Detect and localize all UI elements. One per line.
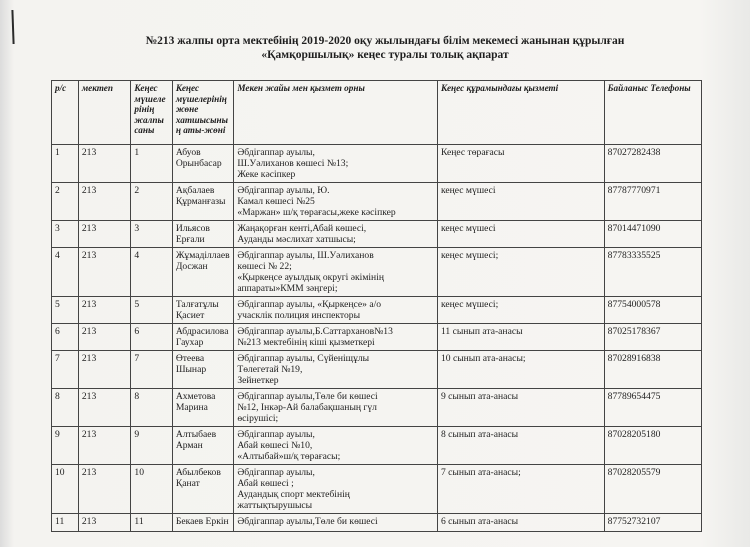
cell-number (52, 248, 79, 297)
cell-phone-text: 87028205579 (607, 467, 661, 478)
cell-role-text: 11 сынып ата-анасы (440, 326, 523, 337)
cell-member-count (131, 389, 172, 427)
cell-number-text: 3 (55, 223, 60, 234)
cell-member-count-text: 3 (134, 223, 140, 234)
cell-address-text: Әбдігаппар ауылы, Ш.Уәлиханов көшесі № 22; «Қыркеңсе ауылдық округі әкімінің аппараты»КММ зәңгері; (237, 250, 384, 294)
cell-school-text: 213 (81, 299, 97, 310)
cell-address-text: Әбдігаппар ауылы, Ш.Уәлиханов көшесі №13; Жеке кәсіпкер (237, 147, 349, 180)
cell-member-name (172, 514, 234, 532)
title-line-1: №213 жалпы орта мектебінің 2019-2020 оқу жылындағы білім мекемесі жанынан құрылған (145, 35, 625, 47)
cell-number (52, 221, 79, 248)
cell-member-name-text: Абуов Орынбасар (175, 147, 222, 169)
cell-address (234, 389, 438, 427)
table-body (52, 145, 702, 532)
cell-member-name-text: Бекаев Еркін (175, 516, 229, 527)
table-header-row (52, 81, 702, 145)
cell-phone (604, 221, 701, 248)
cell-school-text: 213 (81, 429, 97, 440)
cell-number-text: 6 (55, 326, 60, 337)
cell-member-count-text: 2 (134, 185, 140, 196)
cell-phone-text: 87787770971 (607, 185, 661, 196)
cell-member-count (131, 183, 172, 221)
header-school: мектеп (78, 81, 131, 145)
cell-school (78, 248, 131, 297)
cell-school-text: 213 (81, 391, 97, 402)
cell-role (437, 351, 604, 389)
table-row (52, 248, 702, 297)
cell-address (234, 248, 438, 297)
cell-member-count (131, 351, 172, 389)
cell-address (234, 221, 438, 248)
cell-member-name (172, 351, 234, 389)
cell-school (78, 221, 131, 248)
cell-phone-text: 87789654475 (607, 391, 661, 402)
cell-number-text: 2 (55, 185, 60, 196)
cell-role (437, 221, 604, 248)
cell-member-name-text: Талғатұлы Қасиет (175, 299, 219, 321)
cell-address (234, 351, 438, 389)
cell-role (437, 297, 604, 324)
cell-number (52, 427, 79, 465)
cell-school (78, 389, 131, 427)
cell-number (52, 514, 79, 532)
cell-phone-text: 87754000578 (607, 299, 661, 310)
cell-address (234, 145, 438, 183)
cell-number (52, 145, 79, 183)
cell-role-text: 8 сынып ата-анасы (440, 429, 519, 440)
cell-address (234, 324, 438, 351)
header-phone: Байланыс Телефоны (604, 81, 701, 145)
cell-school-text: 213 (81, 250, 97, 261)
table-row (52, 297, 702, 324)
cell-number-text: 10 (55, 467, 65, 478)
council-members-table (51, 80, 702, 532)
cell-role-text: 10 сынып ата-анасы; (440, 353, 526, 364)
cell-member-count (131, 427, 172, 465)
header-address-workplace: Мекен жайы мен қызмет орны (234, 81, 438, 145)
cell-phone (604, 351, 701, 389)
cell-role (437, 465, 604, 514)
cell-member-name (172, 389, 234, 427)
cell-address-text: Әбдігаппар ауылы, Ю. Камал көшесі №25 «Маржан» ш/қ төрағасы,жеке кәсіпкер (237, 185, 396, 218)
cell-role-text: 6 сынып ата-анасы (440, 516, 519, 527)
table-row (52, 145, 702, 183)
cell-member-count-text: 1 (134, 147, 140, 158)
cell-phone-text: 87028916838 (607, 353, 661, 364)
document-title (60, 34, 710, 62)
cell-school (78, 297, 131, 324)
cell-number (52, 183, 79, 221)
cell-role (437, 427, 604, 465)
header-member-name: Кеңес мүшелерінің жөне хатшысының аты-жөні (172, 81, 234, 145)
cell-address (234, 183, 438, 221)
cell-phone (604, 183, 701, 221)
cell-phone (604, 248, 701, 297)
header-council-role: Кеңес құрамындағы қызметі (437, 81, 604, 145)
cell-phone (604, 389, 701, 427)
cell-member-name (172, 248, 234, 297)
cell-phone (604, 324, 701, 351)
cell-school (78, 324, 131, 351)
cell-number-text: 9 (55, 429, 60, 440)
cell-address-text: Жаңақорған кенті,Абай көшесі, Ауданды мәслихат хатшысы; (237, 223, 367, 245)
cell-phone (604, 465, 701, 514)
cell-school (78, 465, 131, 514)
cell-school (78, 183, 131, 221)
cell-school (78, 145, 131, 183)
cell-role-text: кеңес мүшесі; (440, 250, 499, 261)
handwritten-margin-mark (11, 10, 14, 44)
cell-role (437, 389, 604, 427)
cell-role (437, 324, 604, 351)
cell-school-text: 213 (81, 147, 97, 158)
cell-number-text: 8 (55, 391, 60, 402)
cell-role (437, 514, 604, 532)
cell-role-text: 7 сынып ата-анасы; (440, 467, 521, 478)
table-row (52, 324, 702, 351)
cell-school (78, 427, 131, 465)
table-row (52, 514, 702, 532)
cell-school-text: 213 (81, 223, 97, 234)
cell-member-name (172, 183, 234, 221)
cell-phone-text: 87752732107 (607, 516, 661, 527)
table-row (52, 351, 702, 389)
cell-school (78, 514, 131, 532)
cell-member-name-text: Ильясов Ерғали (175, 223, 210, 245)
cell-role (437, 248, 604, 297)
cell-member-name (172, 427, 234, 465)
cell-school-text: 213 (81, 326, 97, 337)
cell-number (52, 297, 79, 324)
table-row (52, 465, 702, 514)
cell-member-name-text: Абылбеков Қанат (175, 467, 221, 489)
cell-role-text: кеңес мүшесі (440, 223, 496, 234)
cell-member-count (131, 465, 172, 514)
cell-member-name-text: Өтеева Шынар (175, 353, 207, 375)
cell-member-name-text: Абдрасилова Гаухар (175, 326, 229, 348)
cell-member-name-text: Жұмаділлаев Досжан (175, 250, 230, 272)
header-number: р/с (52, 81, 79, 145)
cell-member-count-text: 7 (134, 353, 140, 364)
cell-number-text: 5 (55, 299, 60, 310)
cell-role (437, 183, 604, 221)
cell-member-count-text: 9 (134, 429, 140, 440)
cell-address-text: Әбдігаппар ауылы, Абай көшесі №10, «Алтыбай»ш/қ төрағасы; (237, 429, 341, 462)
cell-member-count-text: 5 (134, 299, 140, 310)
cell-member-count (131, 248, 172, 297)
cell-school-text: 213 (81, 516, 97, 527)
cell-phone-text: 87028205180 (607, 429, 661, 440)
cell-member-count (131, 514, 172, 532)
cell-address (234, 514, 438, 532)
cell-address-text: Әбдігаппар ауылы,Төле би көшесі №12, Інкәр-Ай балабақшаның гүл өсірушісі; (237, 391, 378, 424)
cell-member-name (172, 465, 234, 514)
cell-address-text: Әбдігаппар ауылы,Б.Саттарханов№13 №213 мектебінің кіші қызметкері (237, 326, 393, 348)
cell-phone-text: 87014471090 (607, 223, 661, 234)
cell-member-count (131, 145, 172, 183)
cell-address (234, 465, 438, 514)
cell-number-text: 11 (55, 516, 65, 527)
cell-school-text: 213 (81, 467, 97, 478)
title-line-2: «Қамқоршылық» кеңес туралы толық ақпарат (261, 49, 509, 61)
cell-member-count (131, 297, 172, 324)
cell-number-text: 7 (55, 353, 60, 364)
cell-phone (604, 514, 701, 532)
cell-member-name-text: Алтыбаев Арман (175, 429, 217, 451)
cell-number (52, 324, 79, 351)
cell-role-text: кеңес мүшесі (440, 185, 496, 196)
table-row (52, 183, 702, 221)
table-row (52, 389, 702, 427)
cell-phone-text: 87027282438 (607, 147, 661, 158)
cell-address (234, 297, 438, 324)
cell-member-name (172, 297, 234, 324)
cell-member-count (131, 324, 172, 351)
header-member-count: Кеңес мүшеле рінің жалпы саны (131, 81, 172, 145)
cell-role-text: 9 сынып ата-анасы (440, 391, 519, 402)
cell-school (78, 351, 131, 389)
cell-member-name (172, 324, 234, 351)
cell-phone (604, 297, 701, 324)
cell-member-count-text: 8 (134, 391, 140, 402)
cell-role-text: Кеңес төрағасы (440, 147, 505, 158)
cell-address-text: Әбдігаппар ауылы,Төле би көшесі (237, 516, 378, 527)
cell-member-name (172, 145, 234, 183)
cell-number (52, 351, 79, 389)
cell-role (437, 145, 604, 183)
table-row (52, 427, 702, 465)
table-row (52, 221, 702, 248)
cell-number-text: 1 (55, 147, 60, 158)
cell-number (52, 465, 79, 514)
cell-member-name-text: Ақбалаев Құрманғазы (175, 185, 226, 207)
cell-member-count-text: 4 (134, 250, 140, 261)
cell-school-text: 213 (81, 353, 97, 364)
cell-member-count-text: 11 (134, 516, 144, 527)
cell-phone (604, 145, 701, 183)
cell-number (52, 389, 79, 427)
cell-phone-text: 87783335525 (607, 250, 661, 261)
cell-school-text: 213 (81, 185, 97, 196)
cell-member-count-text: 6 (134, 326, 140, 337)
cell-member-name (172, 221, 234, 248)
cell-member-count (131, 221, 172, 248)
cell-address-text: Әбдігаппар ауылы, Сүйеніщұлы Төлегетай №19, Зейнеткер (237, 353, 370, 386)
cell-address (234, 427, 438, 465)
cell-member-count-text: 10 (134, 467, 145, 478)
cell-member-name-text: Ахметова Марина (175, 391, 216, 413)
cell-role-text: кеңес мүшесі; (440, 299, 499, 310)
cell-phone-text: 87025178367 (607, 326, 661, 337)
cell-address-text: Әбдігаппар ауылы, «Қыркеңсе» а/о учасклік полиция инспекторы (237, 299, 382, 321)
cell-phone (604, 427, 701, 465)
cell-number-text: 4 (55, 250, 60, 261)
cell-address-text: Әбдігаппар ауылы, Абай көшесі ; Аудандық спорт мектебінің жаттықтырушысы (237, 467, 350, 511)
